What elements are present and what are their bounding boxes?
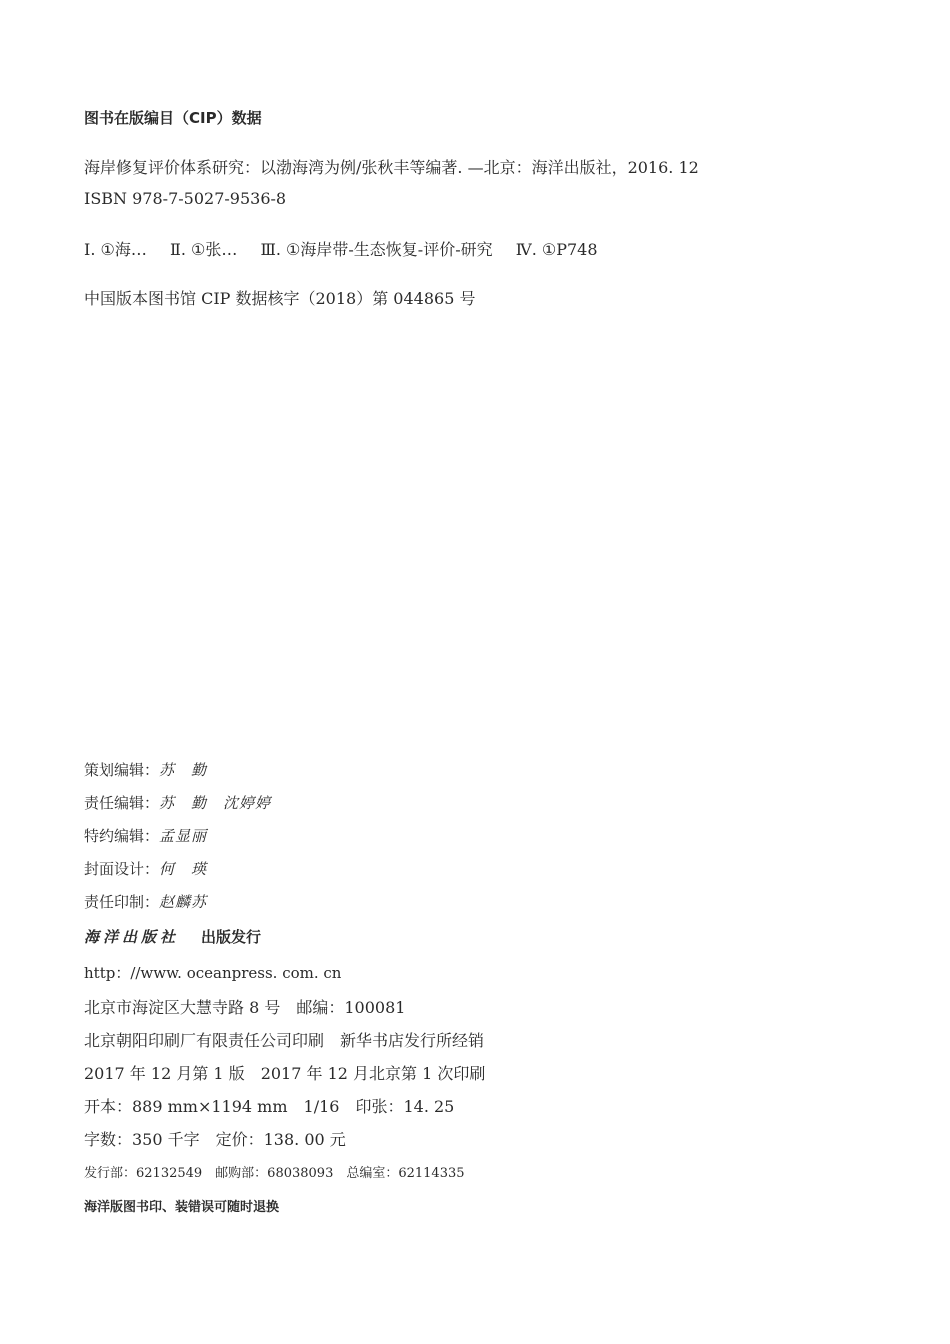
staff-label: 策划编辑：: [84, 761, 160, 779]
words-price-line: 字数：350 千字 定价：138. 00 元: [84, 1130, 346, 1149]
cip-heading: 图书在版编目（CIP）数据: [84, 109, 262, 127]
staff-value: 何 瑛: [159, 860, 208, 878]
format-line: 开本：889 mm×1194 mm 1/16 印张：14. 25: [84, 1097, 455, 1116]
classification-item: Ⅰ. ①海…: [84, 240, 147, 259]
publisher-website: http：//www. oceanpress. com. cn: [84, 964, 342, 982]
classification-item: Ⅱ. ①张…: [169, 240, 238, 259]
edition-line: 2017 年 12 月第 1 版 2017 年 12 月北京第 1 次印刷: [84, 1064, 486, 1083]
staff-label: 责任编辑：: [84, 794, 160, 812]
staff-row: [84, 759, 207, 780]
staff-row: [84, 792, 271, 813]
printer-line: 北京朝阳印刷厂有限责任公司印刷 新华书店发行所经销: [84, 1031, 485, 1050]
staff-label: 责任印制：: [84, 893, 160, 911]
staff-label: 封面设计：: [84, 860, 160, 878]
classification-item: Ⅲ. ①海岸带-生态恢复-评价-研究: [260, 240, 493, 259]
staff-row: [84, 891, 207, 912]
staff-value: 苏 勤 沈婷婷: [159, 794, 272, 812]
cip-title-line: 海岸修复评价体系研究：以渤海湾为例/张秋丰等编著. —北京：海洋出版社，2016. 12: [84, 158, 699, 177]
staff-value: 孟显丽: [159, 827, 208, 845]
cip-classification: [84, 237, 616, 260]
return-notice: 海洋版图书印、装错误可随时退换: [84, 1200, 280, 1215]
staff-value: 赵麟苏: [159, 893, 208, 911]
publisher-address: 北京市海淀区大慧寺路 8 号 邮编：100081: [84, 998, 406, 1017]
publisher-line: [84, 926, 261, 947]
staff-value: 苏 勤: [159, 761, 208, 779]
classification-item: Ⅳ. ①P748: [515, 240, 598, 259]
staff-label: 特约编辑：: [84, 827, 160, 845]
cip-number: 中国版本图书馆 CIP 数据核字（2018）第 044865 号: [84, 289, 476, 308]
staff-row: [84, 858, 207, 879]
phones-line: 发行部：62132549 邮购部：68038093 总编室：62114335: [84, 1166, 465, 1181]
publish-label: 出版发行: [201, 928, 262, 946]
cip-isbn: ISBN 978-7-5027-9536-8: [84, 189, 287, 208]
publisher-logo: 海洋出版社: [84, 928, 180, 946]
staff-row: [84, 825, 207, 846]
